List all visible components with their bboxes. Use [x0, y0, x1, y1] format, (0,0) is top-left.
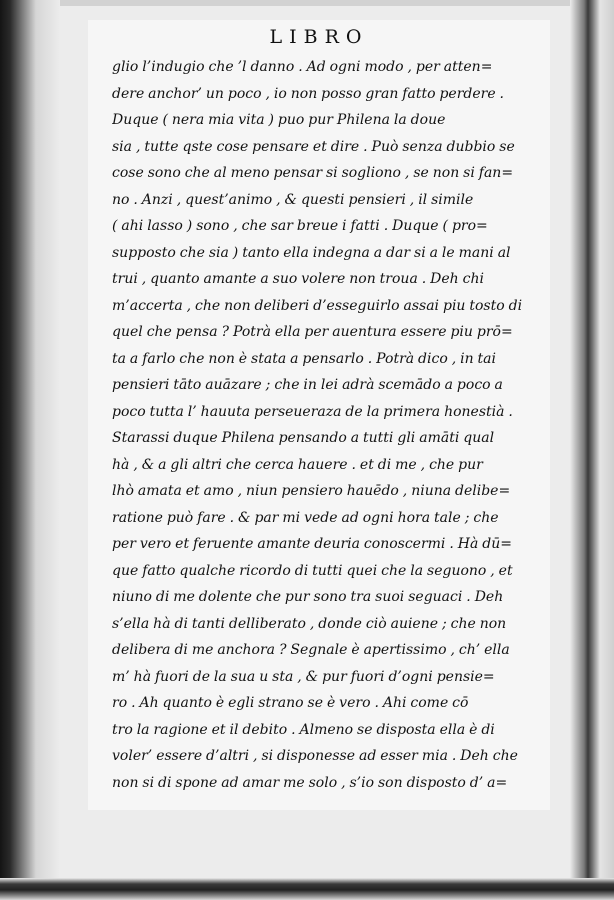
text-line: poco tutta l’ hauuta perseueraza de la primera honestià . — [112, 403, 513, 420]
text-line: ta a farlo che non è stata a pensarlo . Potrà dico , in tai — [112, 350, 497, 367]
text-line: m’accerta , che non deliberi d’esseguirlo assai piu tosto di — [112, 297, 523, 314]
text-line: pensieri tāto auāzare ; che in lei adrà scemādo a poco a — [112, 377, 503, 393]
text-line: trui , quanto amante a suo volere non troua . Deh chi — [112, 271, 484, 287]
text-line: Duque ( nera mia vita ) puo pur Philena la doue — [112, 112, 446, 128]
text-line: delibera di me anchora ? Segnale è apertissimo , ch’ ella — [112, 642, 510, 658]
text-line: sia , tutte qste cose pensare et dire . Può senza dubbio se — [112, 138, 515, 155]
text-line: dere anchor’ un poco , io non posso gran fatto perdere . — [112, 85, 505, 102]
text-line: per vero et feruente amante deuria conoscermi . Hà dū= — [112, 536, 512, 552]
page-stack-edge — [570, 0, 614, 900]
book-gutter-shadow — [0, 0, 60, 900]
scan-bottom-edge — [0, 878, 614, 900]
text-line: que fatto qualche ricordo di tutti quei che la seguono , et — [112, 562, 513, 579]
text-line: tro la ragione et il debito . Almeno se disposta ella è di — [112, 721, 495, 738]
running-head: LIBRO — [269, 26, 369, 48]
text-line: m’ hà fuori de la sua u sta , & pur fuori d’ogni pensie= — [112, 668, 495, 685]
text-line: ratione può fare . & par mi vede ad ogni hora tale ; che — [112, 509, 499, 526]
scan-top-edge — [0, 0, 614, 6]
text-line: non si di spone ad amar me solo , s’io son disposto d’ a= — [112, 774, 508, 791]
text-line: Starassi duque Philena pensando a tutti gli amāti qual — [112, 430, 495, 446]
text-line: glio l’indugio che ’l danno . Ad ogni modo , per atten= — [112, 59, 493, 75]
text-line: ro . Ah quanto è egli strano se è vero . Ahi come cō — [112, 695, 469, 711]
text-line: quel che pensa ? Potrà ella per auentura essere piu prō= — [112, 324, 513, 340]
text-line: lhò amata et amo , niun pensiero hauēdo , niuna delibe= — [112, 483, 511, 499]
text-line: ( ahi lasso ) sono , che sar breue i fatti . Duque ( pro= — [112, 218, 488, 234]
text-block — [112, 54, 544, 796]
text-line: s’ella hà di tanti delliberato , donde ciò auiene ; che non — [112, 615, 507, 632]
text-line: no . Anzi , quest’animo , & questi pensieri , il simile — [112, 191, 474, 208]
text-line: cose sono che al meno pensar si sogliono , se non si fan= — [112, 165, 514, 181]
text-line: voler’ essere d’altri , si disponesse ad esser mia . Deh che — [112, 748, 518, 764]
page-body — [88, 20, 550, 810]
text-line: hà , & a gli altri che cerca hauere . et di me , che pur — [112, 456, 483, 473]
text-line: niuno di me dolente che pur sono tra suoi seguaci . Deh — [112, 589, 504, 605]
text-line: suppostο che sia ) tanto ella indegna a dar si a le mani al — [112, 244, 511, 261]
